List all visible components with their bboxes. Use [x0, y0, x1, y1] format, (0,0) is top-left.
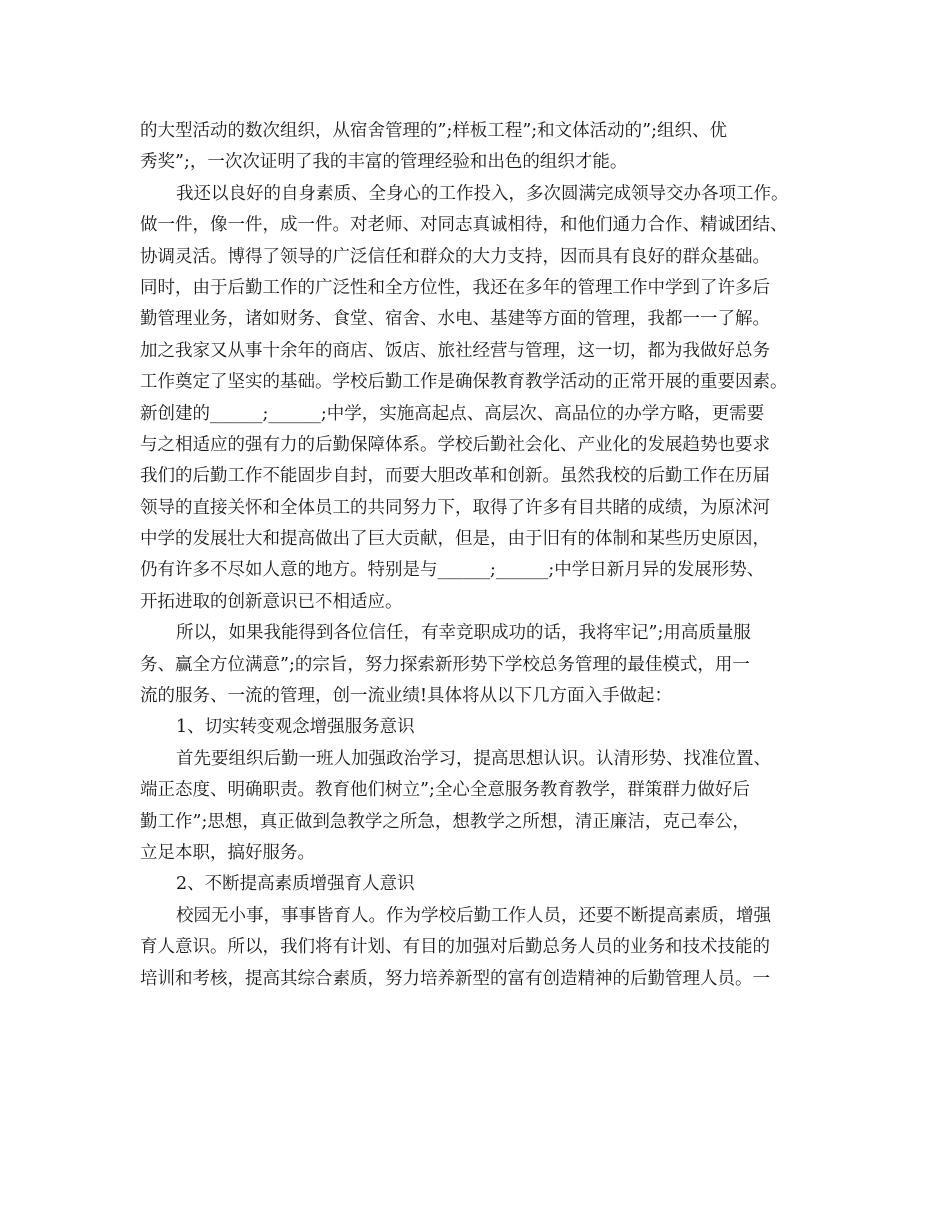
- text-line: 加之我家又从事十余年的商店、饭店、旅社经营与管理，这一切，都为我做好总务: [140, 340, 770, 361]
- text-line: 秀奖”;，一次次证明了我的丰富的管理经验和出色的组织才能。: [140, 152, 628, 173]
- text-line: 工作奠定了坚实的基础。学校后勤工作是确保教育教学活动的正常开展的重要因素。: [140, 372, 788, 393]
- text-line: 领导的直接关怀和全体员工的共同努力下，取得了许多有目共睹的成绩，为原沭河: [140, 497, 770, 518]
- text-line: 首先要组织后勤一班人加强政治学习，提高思想认识。认清形势、找准位置、: [176, 748, 771, 769]
- text-line: 仍有许多不尽如人意的地方。特别是与______;______;中学日新月异的发展形势、: [140, 560, 765, 581]
- text-line: 立足本职，搞好服务。: [140, 842, 315, 863]
- text-line: 勤管理业务，诸如财务、食堂、宿舍、水电、基建等方面的管理，我都一一了解。: [140, 309, 770, 330]
- text-line: 务、赢全方位满意”;的宗旨，努力探索新形势下学校总务管理的最佳模式，用一: [140, 654, 750, 675]
- text-line: 所以，如果我能得到各位信任，有幸竞职成功的话，我将牢记”;用高质量服: [176, 623, 751, 644]
- text-line: 培训和考核，提高其综合素质，努力培养新型的富有创造精神的后勤管理人员。一: [140, 968, 770, 989]
- text-line: 的大型活动的数次组织，从宿舍管理的”;样板工程”;和文体活动的”;组织、优: [140, 121, 728, 141]
- text-line: 中学的发展壮大和提高做出了巨大贡献，但是，由于旧有的体制和某些历史原因，: [140, 529, 770, 550]
- text-line: 协调灵活。博得了领导的广泛信任和群众的大力支持，因而具有良好的群众基础。: [140, 246, 770, 267]
- text-line: 我还以良好的自身素质、全身心的工作投入，多次圆满完成领导交办各项工作。: [176, 183, 789, 204]
- text-line: 流的服务、一流的管理，创一流业绩!具体将从以下几方面入手做起：: [140, 686, 673, 707]
- text-line: 我们的后勤工作不能固步自封，而要大胆改革和创新。虽然我校的后勤工作在历届: [140, 466, 770, 487]
- text-line: 端正态度、明确职责。教育他们树立”;全心全意服务教育教学，群策群力做好后: [140, 780, 750, 801]
- text-line: 开拓进取的创新意识已不相适应。: [140, 591, 403, 612]
- text-line: 同时，由于后勤工作的广泛性和全方位性，我还在多年的管理工作中学到了许多后: [140, 277, 770, 298]
- text-line: 新创建的______;______;中学，实施高起点、高层次、高品位的办学方略，更需要: [140, 403, 765, 424]
- document-body: [140, 116, 820, 995]
- text-line: 与之相适应的强有力的后勤保障体系。学校后勤社会化、产业化的发展趋势也要求: [140, 434, 770, 455]
- text-line: 育人意识。所以，我们将有计划、有目的加强对后勤总务人员的业务和技术技能的: [140, 937, 770, 958]
- text-line: 2、不断提高素质增强育人意识: [176, 874, 415, 895]
- text-line: 校园无小事，事事皆育人。作为学校后勤工作人员，还要不断提高素质，增强: [176, 905, 771, 926]
- text-line: 勤工作”;思想，真正做到急教学之所急，想教学之所想，清正廉洁，克己奉公，: [140, 811, 750, 832]
- text-line: 1、切实转变观念增强服务意识: [176, 717, 415, 738]
- text-line: 做一件，像一件，成一件。对老师、对同志真诚相待，和他们通力合作、精诚团结、: [140, 215, 788, 236]
